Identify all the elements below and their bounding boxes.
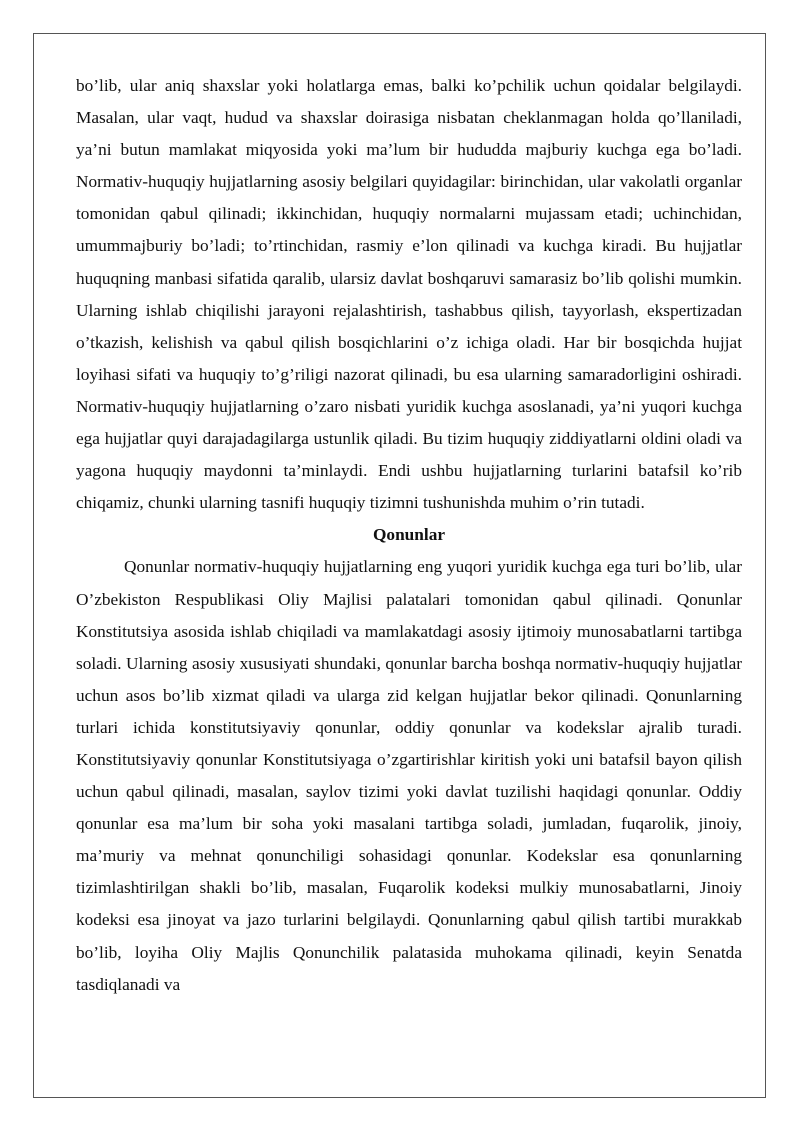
section-heading: Qonunlar bbox=[372, 525, 446, 545]
paragraph-intro: bo’lib, ular aniq shaxslar yoki holatlarga emas, balki ko’pchilik uchun qoidalar belgilaydi. Masalan, ular vaqt, hudud va shaxslar doirasiga nisbatan cheklanmagan holda qo’llaniladi, ya’ni butun mamlakat miqyosida yoki ma’lum bir hududda majburiy kuchga ega bo’ladi. Normativ-huquqiy hujjatlarning asosiy belgilari quyidagilar: birinchidan, ular vakolatli organlar tomonidan qabul qilinadi; ikkinchidan, huquqiy normalarni mujassam etadi; uchinchidan, umummajburiy bo’ladi; to’rtinchidan, rasmiy e’lon qilinadi va kuchga kiradi. Bu hujjatlar huquqning manbasi sifatida qaralib, ularsiz davlat boshqaruvi samarasiz bo’lib qolishi mumkin. Ularning ishlab chiqilishi jarayoni rejalashtirish, tashabbus qilish, tayyorlash, ekspertizadan o’tkazish, kelishish va qabul qilish bosqichlarini o’z ichiga oladi. Har bir bosqichda hujjat loyihasi sifati va huquqiy to’g’riligi nazorat qilinadi, bu esa ularning samaradorligini oshiradi. Normativ-huquqiy hujjatlarning o’zaro nisbati yuridik kuchga asoslanadi, ya’ni yuqori kuchga ega hujjatlar quyi darajadagilarga ustunlik qiladi. Bu tizim huquqiy ziddiyatlarni oldini oladi va yagona huquqiy maydonni ta’minlaydi. Endi ushbu hujjatlarning turlarini batafsil ko’rib chiqamiz, chunki ularning tasnifi huquqiy tizimni tushunishda muhim o’rin tutadi. bbox=[76, 76, 742, 513]
paragraph-qonunlar: Qonunlar normativ-huquqiy hujjatlarning eng yuqori yuridik kuchga ega turi bo’lib, ular O’zbekiston Respublikasi Oliy Majlisi palatalari tomonidan qabul qilinadi. Qonunlar Konstitutsiya asosida ishlab chiqiladi va mamlakatdagi asosiy ijtimoiy munosabatlarni tartibga soladi. Ularning asosiy xususiyati shundaki, qonunlar barcha boshqa normativ-huquqiy hujjatlar uchun asos bo’lib xizmat qiladi va ularga zid kelgan hujjatlar bekor qilinadi. Qonunlarning turlari ichida konstitutsiyaviy qonunlar, oddiy qonunlar va kodekslar ajralib turadi. Konstitutsiyaviy qonunlar Konstitutsiyaga o’zgartirishlar kiritish yoki uni batafsil bayon qilish uchun qabul qilinadi, masalan, saylov tizimi yoki davlat tuzilishi haqidagi qonunlar. Oddiy qonunlar esa ma’lum bir soha yoki masalani tartibga soladi, jumladan, fuqarolik, jinoiy, ma’muriy va mehnat qonunchiligi sohasidagi qonunlar. Kodekslar esa qonunlarning tizimlashtirilgan shakli bo’lib, masalan, Fuqarolik kodeksi mulkiy munosabatlarni, Jinoiy kodeksi esa jinoyat va jazo turlarini belgilaydi. Qonunlarning qabul qilish tartibi murakkab bo’lib, loyiha Oliy Majlis Qonunchilik palatasida muhokama qilinadi, keyin Senatda tasdiqlanadi va bbox=[76, 557, 742, 994]
page-content bbox=[76, 70, 742, 1001]
